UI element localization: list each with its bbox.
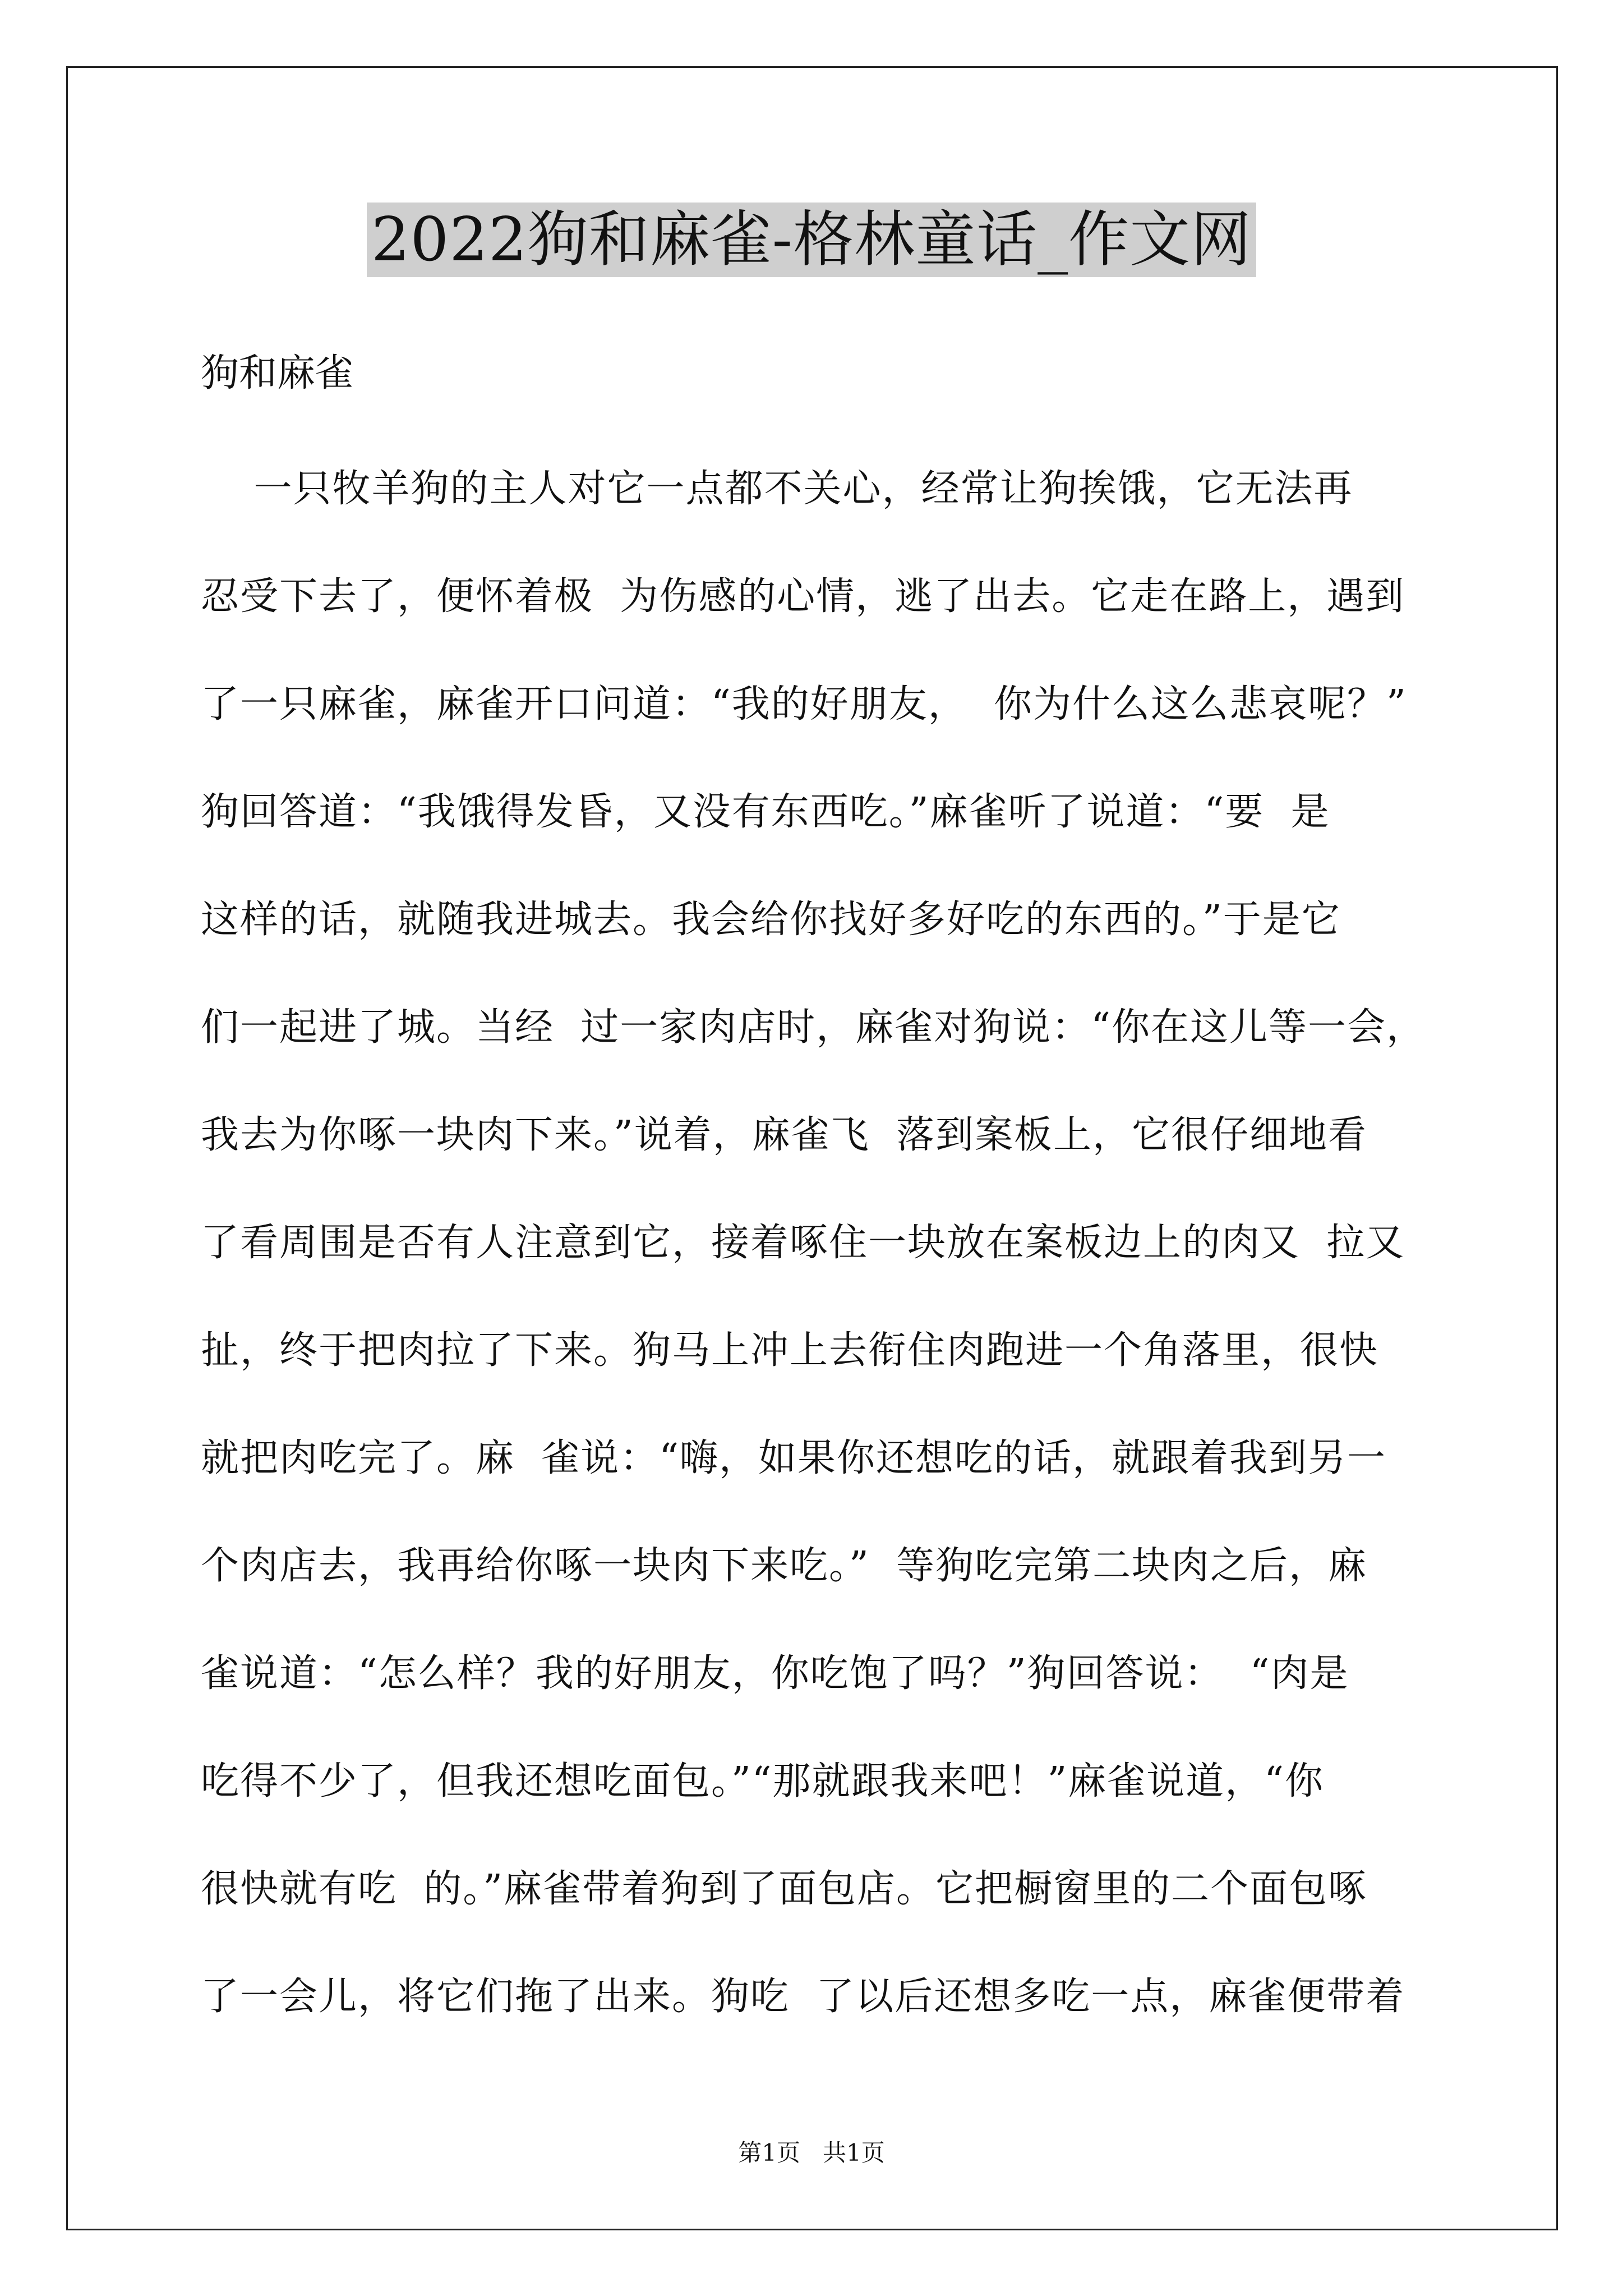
body-text — [201, 462, 1457, 2078]
body-line: 吃得不少了，但我还想吃面包。”“那就跟我来吧！”麻雀说道，“你 — [201, 1759, 1325, 1803]
body-line: 了一只麻雀，麻雀开口问道：“我的好朋友， 你为什么这么悲哀呢？” — [201, 682, 1407, 726]
body-line: 个肉店去，我再给你啄一块肉下来吃。” 等狗吃完第二块肉之后，麻 — [201, 1544, 1367, 1588]
document-subtitle: 狗和麻雀 — [201, 351, 354, 395]
body-line: 就把肉吃完了。麻 雀说：“嗨，如果你还想吃的话，就跟着我到另一 — [201, 1436, 1386, 1480]
document-title — [0, 202, 1623, 278]
body-line: 忍受下去了，便怀着极 为伤感的心情，逃了出去。它走在路上，遇到 — [201, 574, 1405, 619]
body-line: 们一起进了城。当经 过一家肉店时，麻雀对狗说：“你在这儿等一会， — [201, 1005, 1426, 1050]
page-footer: 第1页 共1页 — [738, 2139, 885, 2166]
body-line: 扯，终于把肉拉了下来。狗马上冲上去衔住肉跑进一个角落里，很快 — [201, 1328, 1379, 1373]
body-line: 一只牧羊狗的主人对它一点都不关心，经常让狗挨饿，它无法再 — [201, 467, 1353, 511]
body-line: 很快就有吃 的。”麻雀带着狗到了面包店。它把橱窗里的二个面包啄 — [201, 1867, 1367, 1911]
document-title-text: 2022狗和麻雀-格林童话_作文网 — [367, 203, 1256, 277]
body-line: 了一会儿，将它们拖了出来。狗吃 了以后还想多吃一点，麻雀便带着 — [201, 1975, 1405, 2019]
body-line: 这样的话，就随我进城去。我会给你找好多好吃的东西的。”于是它 — [201, 898, 1341, 942]
body-line: 狗回答道：“我饿得发昏，又没有东西吃。”麻雀听了说道：“要 是 — [201, 790, 1330, 834]
body-line: 雀说道：“怎么样？我的好朋友，你吃饱了吗？”狗回答说： “肉是 — [201, 1651, 1349, 1696]
body-line: 了看周围是否有人注意到它，接着啄住一块放在案板边上的肉又 拉又 — [201, 1221, 1405, 1265]
body-line: 我去为你啄一块肉下来。”说着，麻雀飞 落到案板上，它很仔细地看 — [201, 1113, 1367, 1157]
